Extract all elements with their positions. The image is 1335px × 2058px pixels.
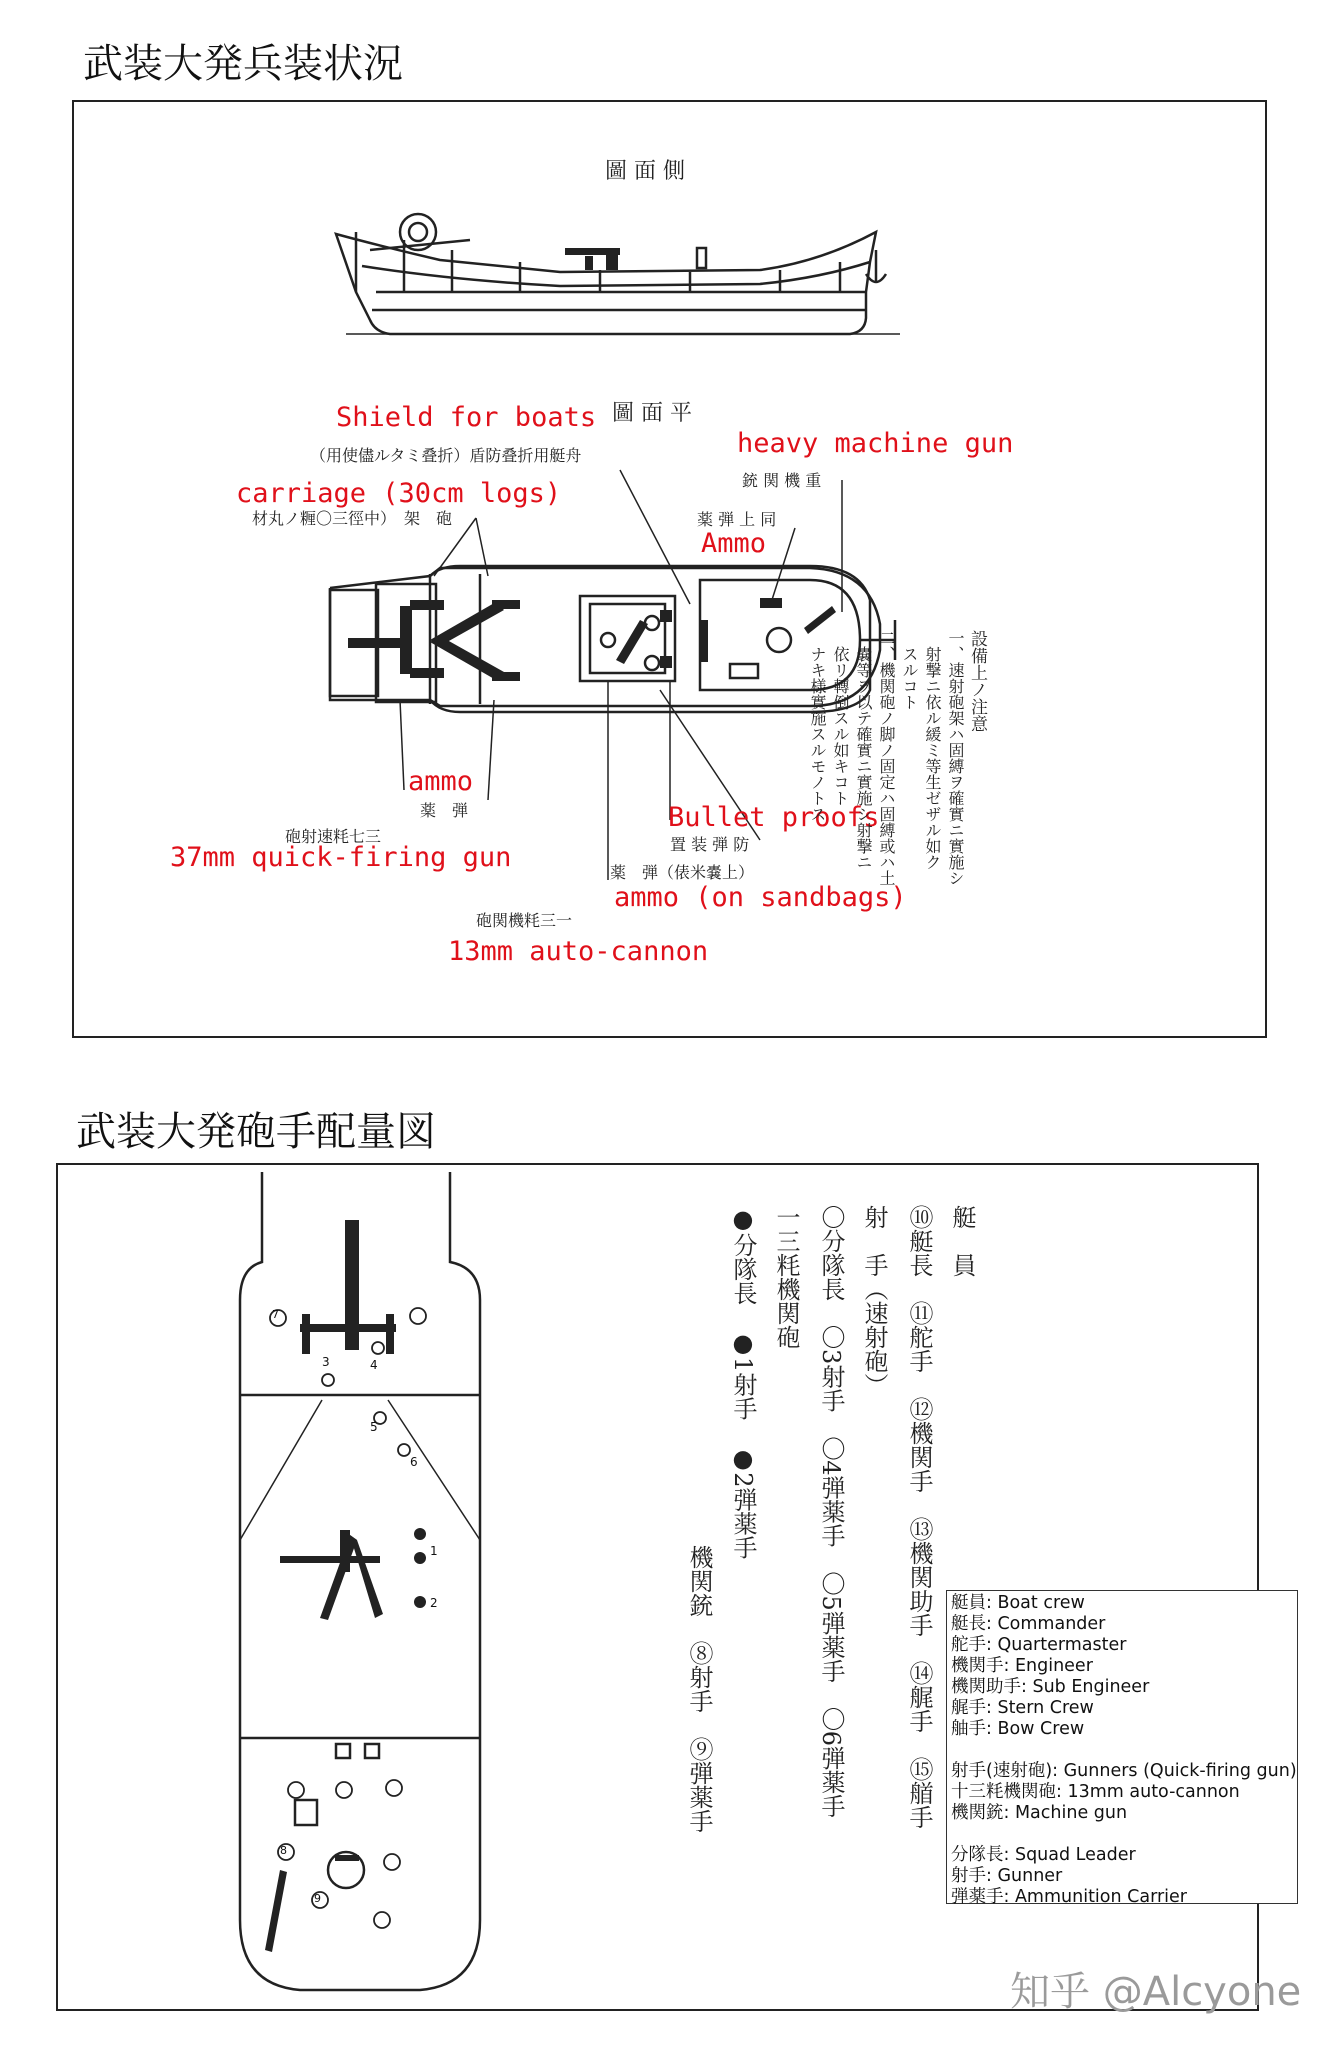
- cannon13-jp-label: 砲関機粍三一: [476, 911, 573, 930]
- ammo-left-annotation: ammo: [408, 766, 474, 797]
- notes-col: 嚢等ヲ以テ確實ニ實施シ射撃ニ: [854, 630, 873, 870]
- sandbag-ammo-annotation: ammo (on sandbags): [614, 882, 907, 913]
- notes-col: 二、機関砲ノ脚ノ固定ハ固縛或ハ土: [877, 630, 896, 886]
- notes-col: スルコト: [900, 630, 919, 710]
- legend-row: 艇員: Boat crew: [951, 1593, 1085, 1613]
- gun37-annotation: 37mm quick-firing gun: [170, 842, 512, 873]
- deck-marker: 4: [370, 1358, 378, 1372]
- gun37-jp-label: 砲射速粍七三: [285, 827, 382, 846]
- legend-spacer: [951, 1824, 1293, 1845]
- english-legend: [946, 1590, 1298, 1907]
- legend-row: 舳手: Bow Crew: [951, 1719, 1085, 1739]
- top-section-title: 武装大発兵装状況: [83, 41, 403, 87]
- shield-annotation: Shield for boats: [336, 402, 597, 433]
- carriage-jp-label: 材丸ノ糎〇三徑中） 架 砲: [252, 509, 453, 528]
- roster-col: 艇 員: [948, 1205, 976, 1277]
- legend-row: 分隊長: Squad Leader: [951, 1845, 1136, 1865]
- legend-spacer: [951, 1740, 1293, 1761]
- bulletproof-annotation: Bullet proofs: [668, 802, 880, 833]
- deck-marker: 8: [280, 1844, 287, 1857]
- crew-roster: [685, 1205, 980, 1905]
- deck-marker: 5: [370, 1420, 378, 1434]
- legend-row: 艇長: Commander: [951, 1614, 1106, 1634]
- shield-jp-label: （用使儘ルタミ叠折）盾防叠折用艇舟: [310, 446, 582, 465]
- deck-marker: 6: [410, 1455, 418, 1469]
- notes-col: ナキ様實施スルモノトス: [808, 630, 827, 822]
- ammo-same-jp-label: 薬 弾 上 同: [697, 510, 777, 529]
- hmg-annotation: heavy machine gun: [737, 428, 1014, 459]
- bulletproof-jp-label: 置 装 弾 防: [670, 835, 750, 854]
- notes-col: 一、速射砲架ハ固縛ヲ確實ニ實施シ: [946, 630, 965, 886]
- roster-col: 一三粍機関砲: [772, 1205, 800, 1349]
- notes-col: 依リ轉倒スル如キコト: [831, 630, 850, 806]
- legend-row: 機関助手: Sub Engineer: [951, 1677, 1150, 1697]
- roster-col: 射 手（速射砲）: [860, 1205, 888, 1397]
- bottom-section-title: 武装大発砲手配量図: [76, 1109, 436, 1155]
- notes-col: 射撃ニ依ル緩ミ等生ゼザル如ク: [923, 630, 942, 870]
- sandbag-ammo-jp-label: 薬 弾（俵米嚢上）: [610, 863, 755, 882]
- deck-marker: 9: [314, 1892, 321, 1905]
- ammo-top-annotation: Ammo: [701, 528, 767, 559]
- plan-view-label: 圖 面 平: [612, 401, 692, 426]
- legend-row: 舵手: Quartermaster: [951, 1635, 1127, 1655]
- roster-col: 〇分隊長 〇3射手 〇4弾薬手 〇5弾薬手 〇6弾薬手: [817, 1205, 845, 1819]
- carriage-annotation: carriage (30cm logs): [236, 478, 562, 509]
- legend-row: 射手: Gunner: [951, 1866, 1063, 1886]
- cannon13-annotation: 13mm auto-cannon: [448, 936, 709, 967]
- deck-marker: 1: [430, 1544, 438, 1558]
- deck-marker: 7: [272, 1308, 279, 1321]
- legend-row: 機関手: Engineer: [951, 1656, 1093, 1676]
- legend-row: 弾薬手: Ammunition Carrier: [951, 1887, 1188, 1907]
- legend-row: 十三粍機関砲: 13mm auto-cannon: [951, 1782, 1240, 1802]
- roster-col: ●分隊長 ●1射手 ●2弾薬手: [729, 1205, 757, 1560]
- deck-marker: 3: [322, 1355, 330, 1369]
- side-view-label: 圖 面 側: [605, 159, 685, 184]
- roster-col: 機関銃 ⑧射手 ⑨弾薬手: [685, 1545, 713, 1833]
- watermark: 知乎 @Alcyone: [1010, 1969, 1302, 2015]
- legend-row: 射手(速射砲): Gunners (Quick-firing gun): [951, 1761, 1297, 1781]
- notes-col: 設備上ノ注意: [967, 630, 987, 732]
- ammo-left-jp-label: 薬 弾: [420, 801, 469, 820]
- roster-col: ⑩艇長 ⑪舵手 ⑫機関手 ⑬機関助手 ⑭艉手 ⑮艏手: [905, 1205, 933, 1829]
- legend-row: 機関銃: Machine gun: [951, 1803, 1128, 1823]
- legend-row: 艉手: Stern Crew: [951, 1698, 1094, 1718]
- deck-marker: 2: [430, 1596, 438, 1610]
- hmg-jp-label: 銃 関 機 重: [742, 471, 822, 490]
